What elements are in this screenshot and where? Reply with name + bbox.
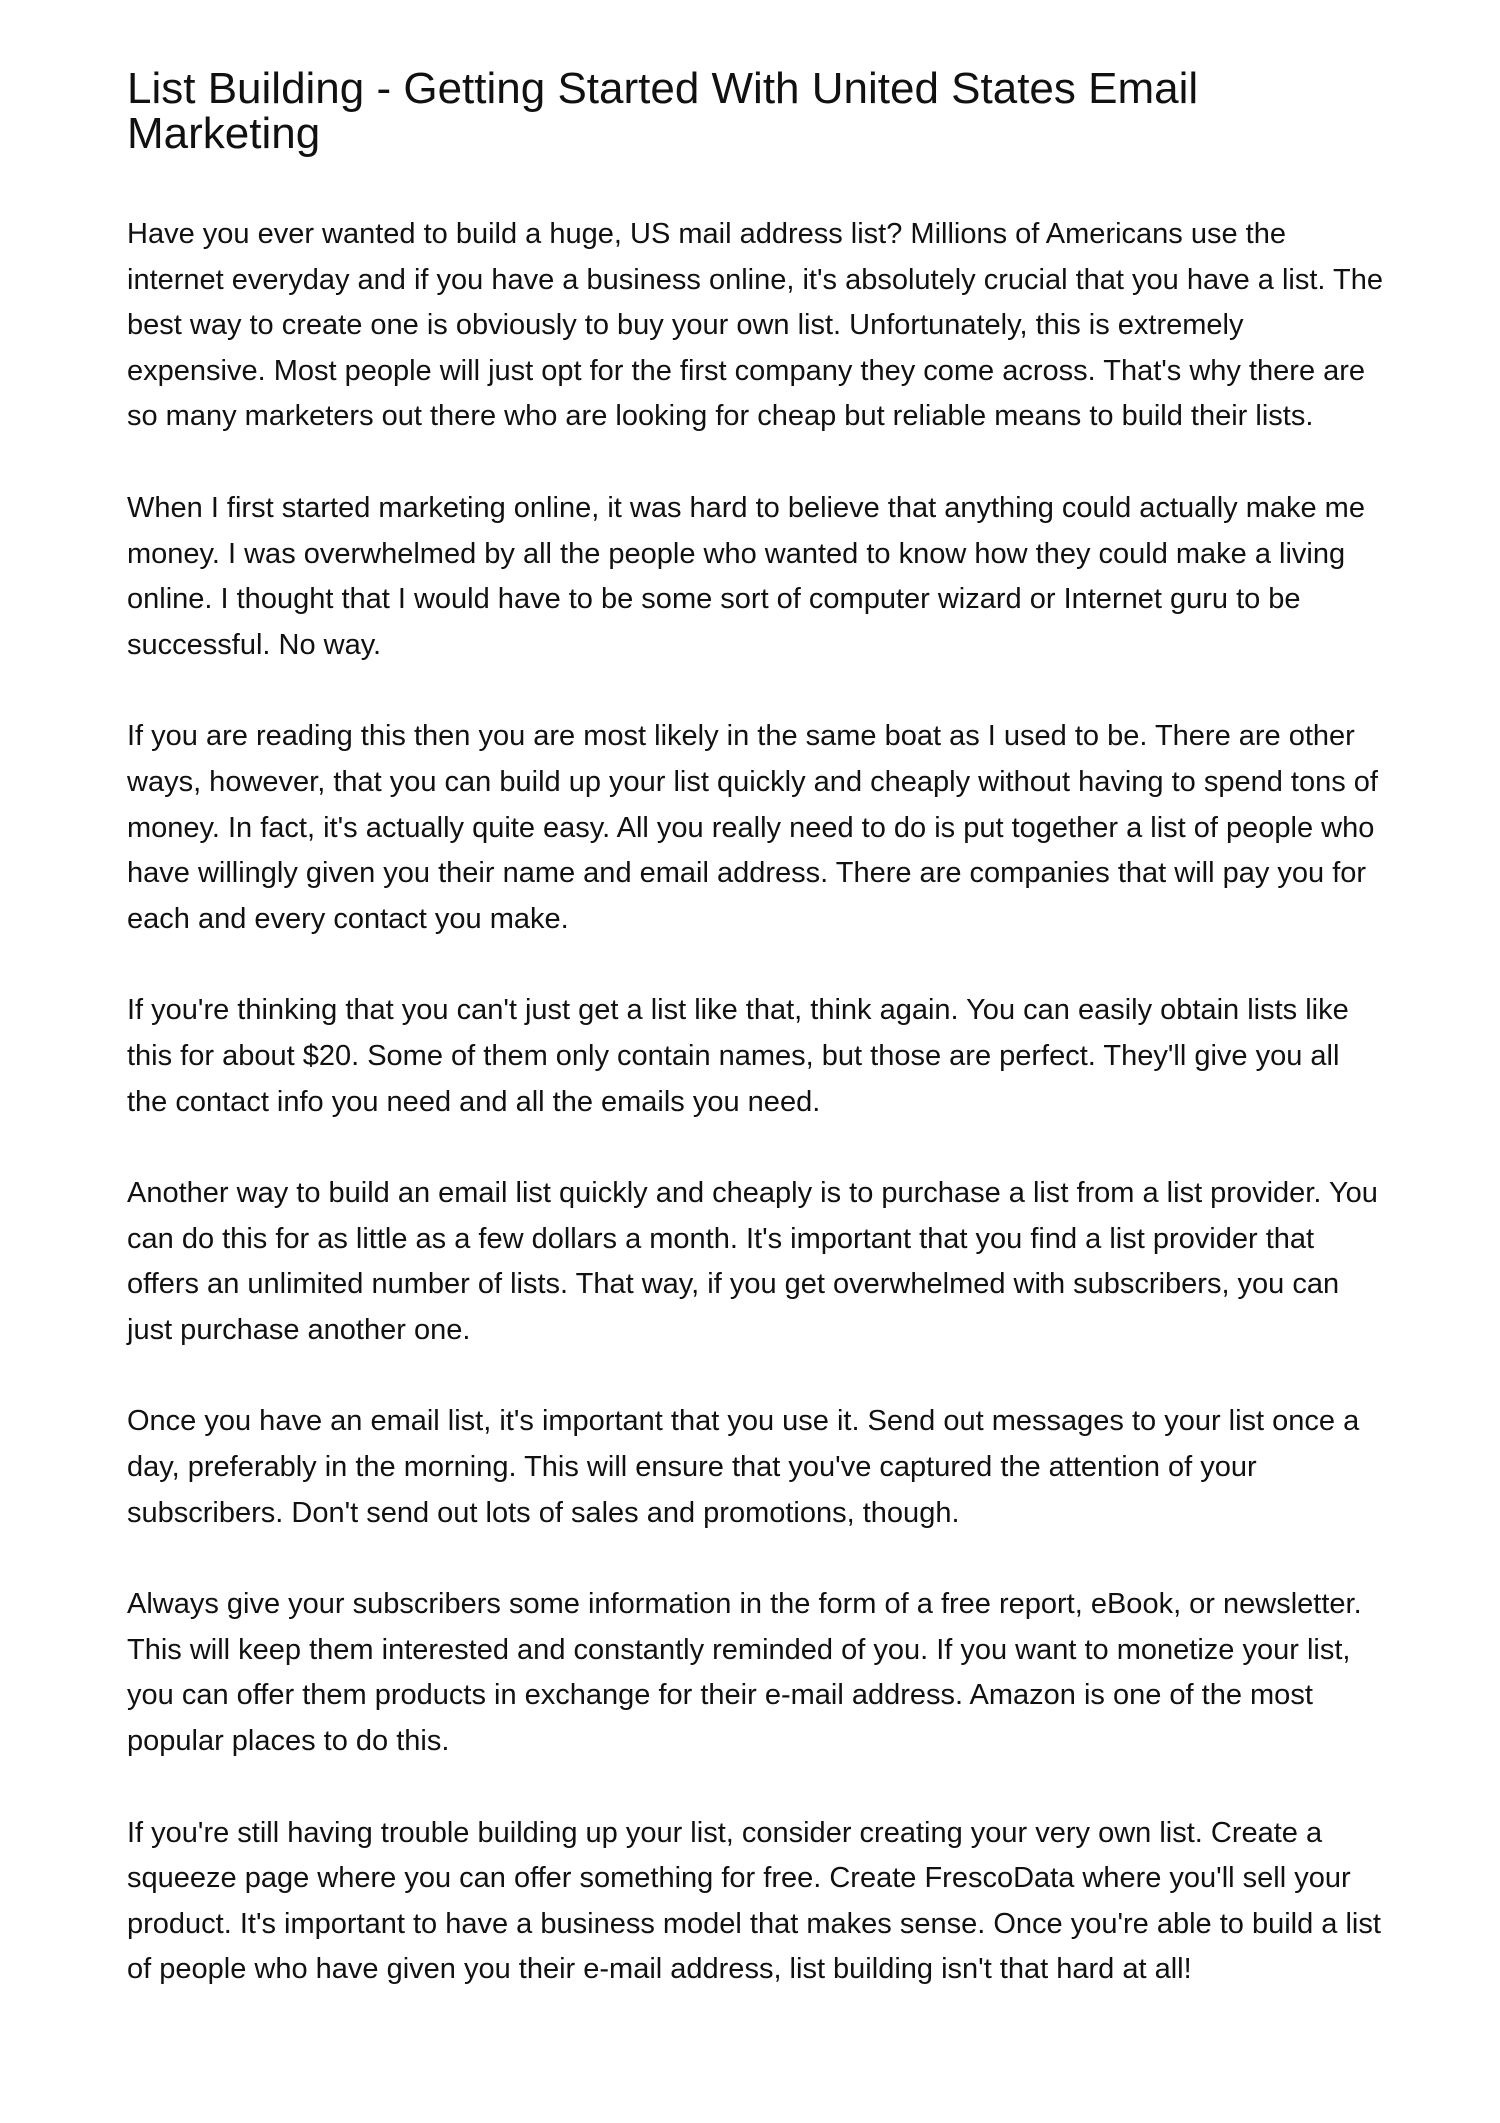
document-body <box>127 212 1387 1993</box>
document-title: List Building - Getting Started With United States Email Marketing <box>127 64 1199 158</box>
paragraph-3: If you are reading this then you are most likely in the same boat as I used to be. There are other ways, however, that you can build up your list quickly and cheaply without having to spend tons of money. In fact, it's actually quite easy. All you really need to do is put together a list of people who have willingly given you their name and email address. There are companies that will pay you for each and every contact you make. <box>127 720 1378 935</box>
paragraph-8: If you're still having trouble building up your list, consider creating your very own list. Create a squeeze page where you can offer something for free. Create FrescoData where you'll sell your product. It's important to have a business model that makes sense. Once you're able to build a list of people who have given you their e-mail address, list building isn't that hard at all! <box>127 1816 1381 1986</box>
paragraph-4: If you're thinking that you can't just get a list like that, think again. You can easily obtain lists like this for about $20. Some of them only contain names, but those are perfect. They'll give you all the contact info you need and all the emails you need. <box>127 994 1349 1118</box>
paragraph-6: Once you have an email list, it's important that you use it. Send out messages to your list once a day, preferably in the morning. This will ensure that you've captured the attention of your subscribers. Don't send out lots of sales and promotions, though. <box>127 1405 1360 1529</box>
document-page <box>127 66 1387 1993</box>
paragraph-2: When I first started marketing online, it was hard to believe that anything could actually make me money. I was overwhelmed by all the people who wanted to know how they could make a living online. I thought that I would have to be some sort of computer wizard or Internet guru to be successful. No way. <box>127 491 1365 661</box>
paragraph-7: Always give your subscribers some information in the form of a free report, eBook, or newsletter. This will keep them interested and constantly reminded of you. If you want to monetize your list, you can offer them products in exchange for their e-mail address. Amazon is one of the most popular places to do this. <box>127 1588 1362 1758</box>
paragraph-5: Another way to build an email list quickly and cheaply is to purchase a list from a list provider. You can do this for as little as a few dollars a month. It's important that you find a list provider that offers an unlimited number of lists. That way, if you get overwhelmed with subscribers, you can just purchase another one. <box>127 1177 1378 1346</box>
paragraph-1: Have you ever wanted to build a huge, US mail address list? Millions of Americans use the internet everyday and if you have a business online, it's absolutely crucial that you have a list. The best way to create one is obviously to buy your own list. Unfortunately, this is extremely expensive. Most people will just opt for the first company they come across. That's why there are so many marketers out there who are looking for cheap but reliable means to build their lists. <box>127 218 1383 433</box>
